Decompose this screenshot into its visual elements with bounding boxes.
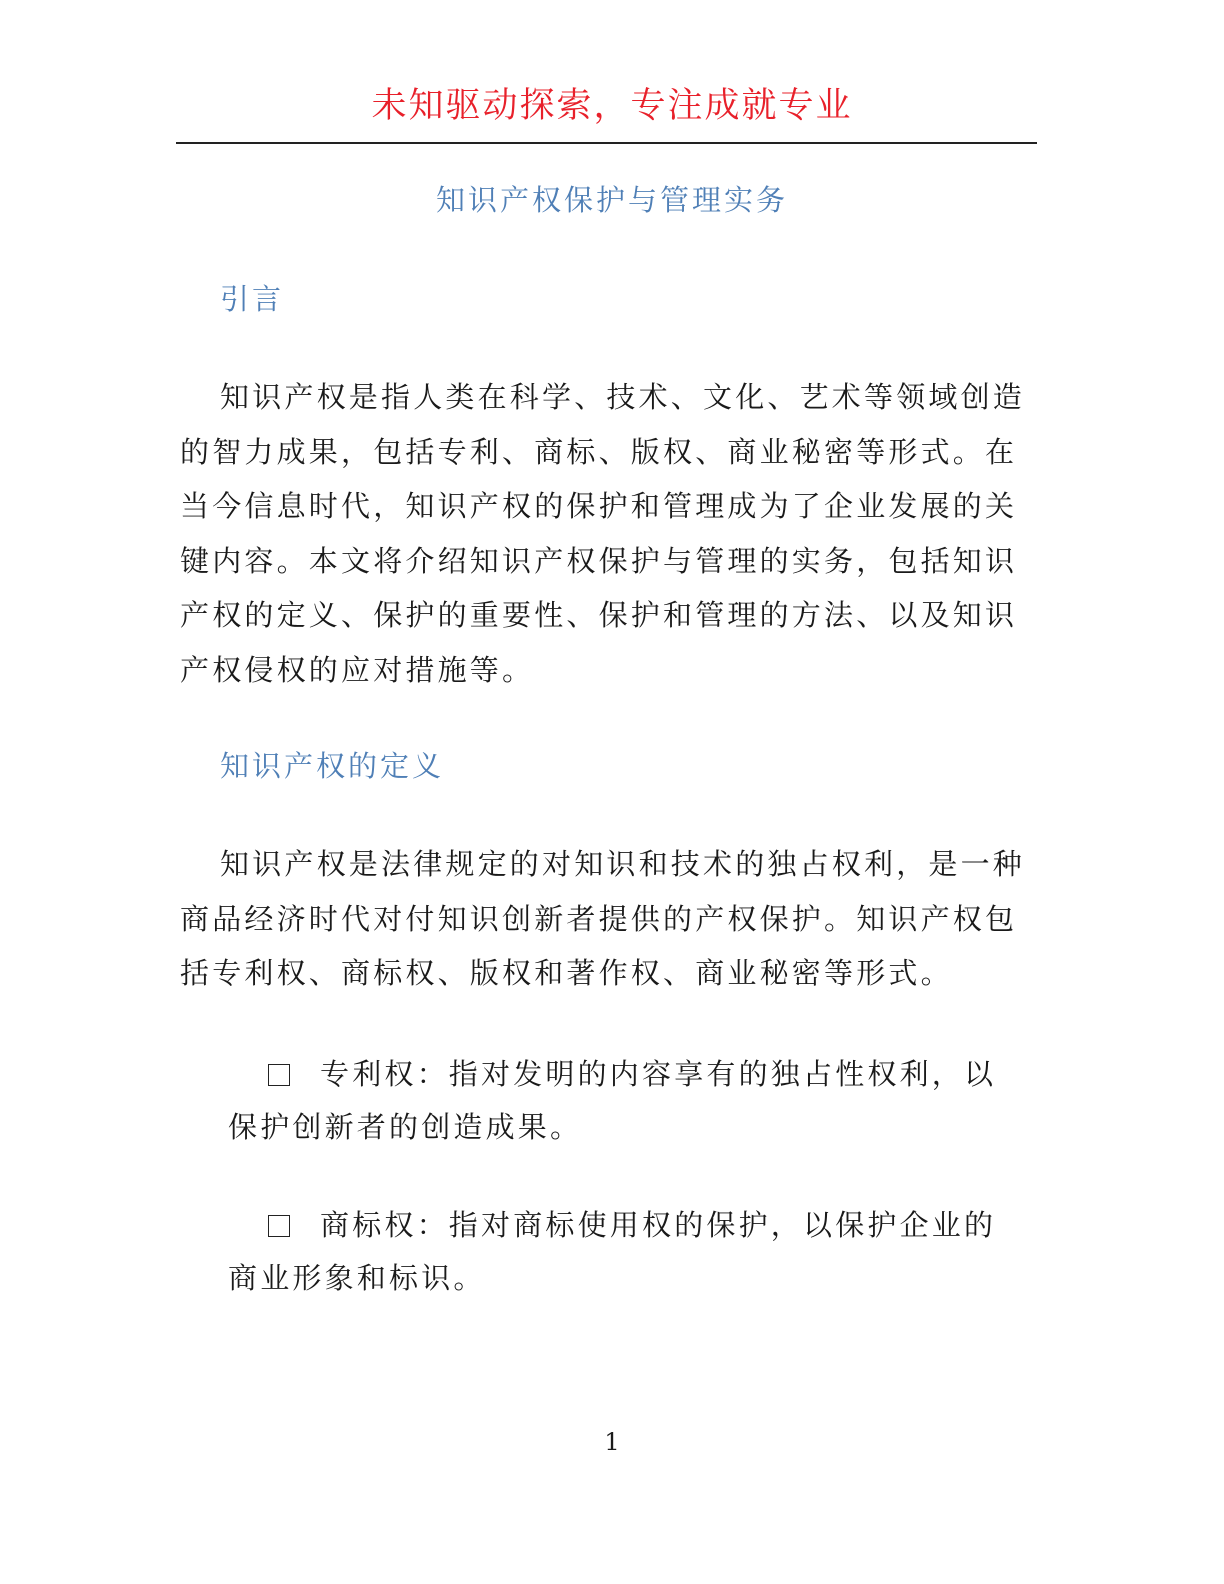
- list-item-patent-right: [228, 1048, 1028, 1154]
- section-heading-definition: 知识产权的定义: [220, 749, 445, 783]
- introduction-paragraph: 知识产权是指人类在科学、技术、文化、艺术等领域创造的智力成果，包括专利、商标、版权、商业秘密等形式。在当今信息时代，知识产权的保护和管理成为了企业发展的关键内容。本文将介绍知识产权保护与管理的实务，包括知识产权的定义、保护的重要性、保护和管理的方法、以及知识产权侵权的应对措施等。: [180, 380, 1026, 687]
- page-number: 1: [604, 1428, 620, 1456]
- checkbox-square-icon: [268, 1215, 290, 1237]
- section-heading-introduction: 引言: [220, 282, 285, 316]
- header-divider: [176, 142, 1037, 144]
- list-item-text: 商标权：指对商标使用权的保护，以保护企业的商业形象和标识。: [228, 1208, 997, 1295]
- list-item-text: 专利权：指对发明的内容享有的独占性权利，以保护创新者的创造成果。: [228, 1057, 997, 1144]
- list-item-trademark-right: [228, 1199, 1028, 1305]
- header-tagline: 未知驱动探索，专注成就专业: [371, 86, 853, 126]
- document-title: 知识产权保护与管理实务: [435, 183, 788, 217]
- checkbox-square-icon: [268, 1064, 290, 1086]
- definition-paragraph: 知识产权是法律规定的对知识和技术的独占权利，是一种商品经济时代对付知识创新者提供的产权保护。知识产权包括专利权、商标权、版权和著作权、商业秘密等形式。: [180, 847, 1026, 990]
